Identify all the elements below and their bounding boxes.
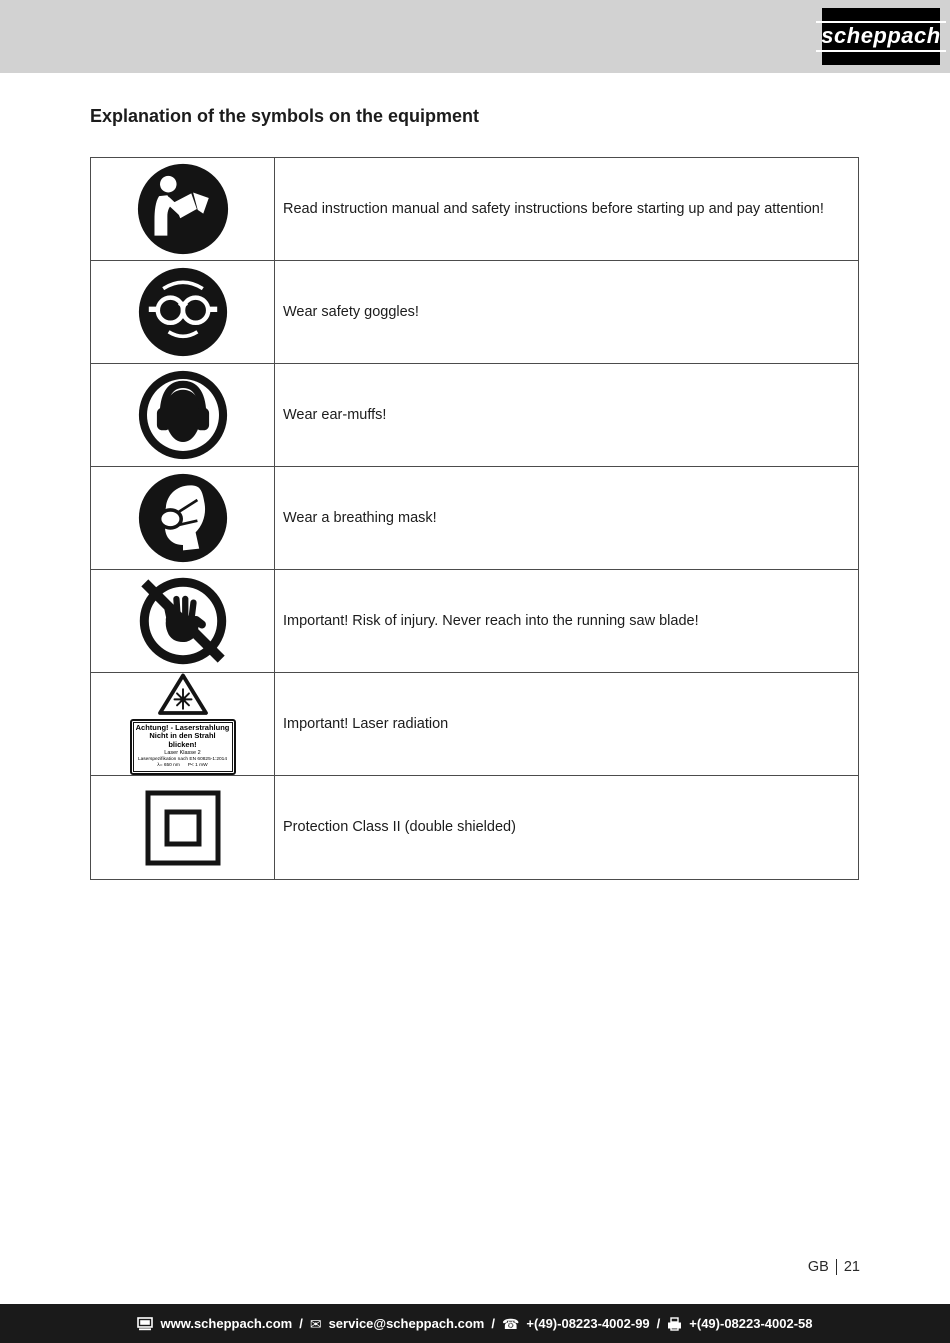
safety-goggles-icon	[91, 261, 275, 363]
table-row	[91, 776, 858, 879]
footer-fax: +(49)-08223-4002-58	[689, 1316, 813, 1331]
footer-separator: /	[491, 1316, 495, 1331]
protection-class-ii-icon	[91, 776, 275, 879]
no-reaching-icon	[91, 570, 275, 672]
phone-icon: ☎	[501, 1315, 520, 1332]
laser-label-line: Achtung! - Laserstrahlung	[135, 722, 230, 732]
table-row	[91, 261, 858, 364]
laser-label-line: Laserspezifikation nach EN 60825-1:2014	[137, 757, 228, 763]
page-marker	[808, 1259, 860, 1275]
laser-warning-icon	[91, 673, 275, 775]
symbol-description: Wear a breathing mask!	[283, 509, 437, 526]
symbol-description: Protection Class II (double shielded)	[283, 819, 516, 836]
scheppach-logo	[822, 8, 940, 65]
laser-label-line: λ= 650 nm P< 1 mW	[157, 763, 208, 769]
computer-icon	[137, 1317, 153, 1331]
symbol-description: Important! Laser radiation	[283, 715, 449, 732]
footer-phone: +(49)-08223-4002-99	[526, 1316, 650, 1331]
symbol-description: Wear safety goggles!	[283, 303, 419, 320]
symbol-description: Wear ear-muffs!	[283, 406, 387, 423]
fax-icon	[667, 1317, 682, 1331]
laser-label-line: Nicht in den Strahl blicken!	[149, 731, 216, 749]
table-row	[91, 673, 858, 776]
page-title: Explanation of the symbols on the equipment	[90, 106, 480, 126]
table-row	[91, 467, 858, 570]
table-row	[91, 570, 858, 673]
laser-label	[130, 719, 236, 775]
table-row	[91, 364, 858, 467]
email-icon: ✉	[309, 1315, 322, 1332]
page-marker-region: GB	[807, 1259, 829, 1275]
table-row	[91, 158, 858, 261]
breathing-mask-icon	[91, 467, 275, 569]
laser-label-line: Laser Klasse 2	[164, 750, 201, 757]
footer-email: service@scheppach.com	[328, 1316, 485, 1331]
symbols-table	[90, 157, 859, 880]
symbol-description: Important! Risk of injury. Never reach into the running saw blade!	[283, 612, 699, 629]
scheppach-logo-text: scheppach	[816, 21, 945, 52]
footer-bar	[0, 1304, 950, 1343]
page-marker-number: 21	[836, 1259, 860, 1275]
read-manual-icon	[91, 158, 275, 260]
footer-separator: /	[299, 1316, 303, 1331]
footer-website: www.scheppach.com	[160, 1316, 293, 1331]
symbol-description: Read instruction manual and safety instructions before starting up and pay attention!	[283, 200, 824, 217]
footer-separator: /	[656, 1316, 661, 1331]
header-band	[0, 0, 950, 73]
laser-label-inner	[133, 722, 233, 772]
ear-muffs-icon	[91, 364, 275, 466]
